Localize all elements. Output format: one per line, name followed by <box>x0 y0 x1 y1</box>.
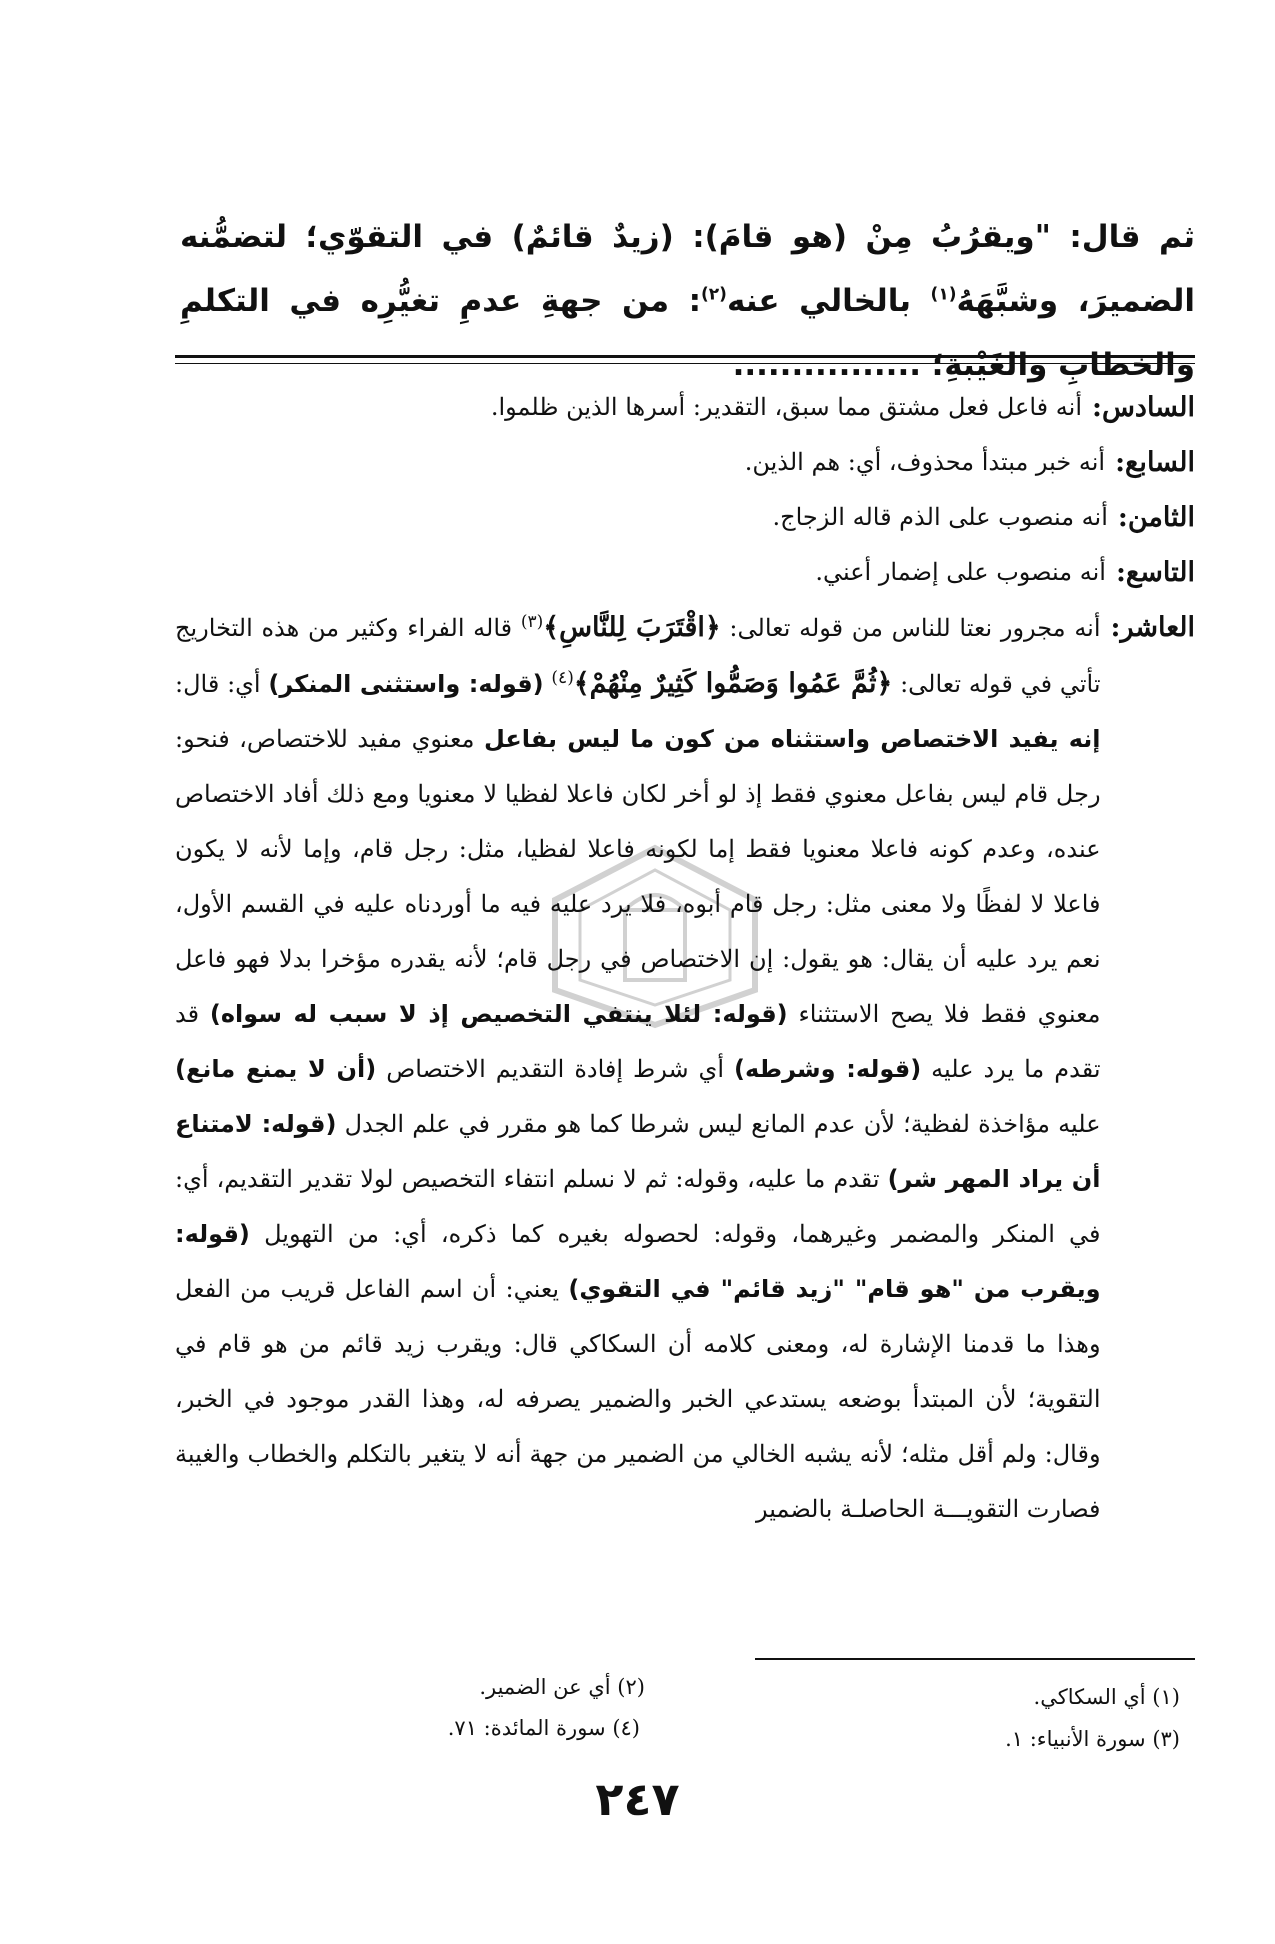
footnote-3: (٣) سورة الأنبياء: ١. <box>1005 1727 1180 1751</box>
footnote-4: (٤) سورة المائدة: ٧١. <box>447 1716 640 1740</box>
footnote-separator <box>755 1658 1195 1660</box>
item-text: أنه خبر مبتدأ محذوف، أي: هم الذين. <box>744 448 1106 476</box>
matn-continuation-dots: ................ <box>732 347 921 383</box>
quran-quote-1: ﴿اقْتَرَبَ لِلنَّاسِ﴾ <box>543 612 721 643</box>
list-item <box>175 545 1195 600</box>
footnote-2: (٢) أي عن الضمير. <box>479 1675 645 1699</box>
footnote-ref-2: (٢) <box>700 284 727 305</box>
footnote-ref-3: (٣) <box>520 612 544 632</box>
footnote-ref-4: (٤) <box>551 668 574 688</box>
quran-quote-2: ﴿ثُمَّ عَمُوا وَصَمُّوا كَثِيرٌ مِنْهُمْ﴾ <box>573 668 893 699</box>
item-label: العاشر: <box>1110 612 1195 643</box>
item-label: الثامن: <box>1117 502 1195 533</box>
qawluhu-heading: (قوله: واستثنى المنكر) <box>268 670 544 698</box>
item-text: أنه منصوب على إضمار أعني. <box>815 558 1106 586</box>
paragraph-text: أي شرط إفادة التقديم الاختصاص <box>386 1055 724 1083</box>
page-number: ٢٤٧ <box>595 1772 680 1826</box>
item-label: السابع: <box>1115 447 1195 478</box>
paragraph-text: أي: قال: <box>175 670 261 698</box>
qawluhu-heading: (قوله: ويقرب من "هو قام" "زيد قائم" في التقوي) <box>175 1220 1101 1303</box>
commentary-text <box>175 380 1195 1537</box>
item-label: التاسع: <box>1115 557 1195 588</box>
list-item <box>175 435 1195 490</box>
tenth-text-2: قاله الفراء وكثير من هذه التخاريج تأتي في قوله تعالى: <box>175 614 1101 698</box>
matn-line-2-start: بالخالي عنه <box>726 283 911 319</box>
matn-line-2-end: : من جهةِ عدمِ تغيُّرِه في التكلمِ والخطابِ والغَيْبةِ؛ <box>180 283 1195 383</box>
item-text: أنه فاعل فعل مشتق مما سبق، التقدير: أسرها الذين ظلموا. <box>490 393 1082 421</box>
separator-rule-thin <box>175 363 1195 364</box>
item-text <box>175 600 1101 1537</box>
list-item-tenth <box>175 600 1195 1537</box>
matn-line-1: ثم قال: "ويقرُبُ مِنْ (هو قامَ): (زيدٌ قائمٌ) في التقوّي؛ لتضمُّنه الضميرَ، وشبَّهَهُ <box>180 219 1195 319</box>
list-item <box>175 380 1195 435</box>
footnote-1: (١) أي السكاكي. <box>1033 1685 1180 1709</box>
bold-phrase: إنه يفيد الاختصاص واستثناه من كون ما ليس بفاعل <box>483 725 1101 753</box>
paragraph-text: قد تقدم ما يرد عليه <box>175 1000 1101 1083</box>
qawluhu-heading: (قوله: وشرطه) <box>733 1055 922 1083</box>
footnote-ref-1: (١) <box>930 284 957 305</box>
paragraph-text: معنوي مفيد للاختصاص، فنحو: رجل قام ليس بفاعل معنوي فقط إذ لو أخر لكان فاعلا لفظيا لا معنويا ومع ذلك أفاد الاختصاص عنده، وعدم كونه فاعلا معنويا فقط إما لكونه فاعلا لفظيا، مثل: رجل قام، وإما لأنه لا يكون فاعلا لا لفظًا ولا معنى مثل: رجل قام أبوه، فلا يرد عليه فيه ما أوردناه عليه في القسم الأول، نعم يرد عليه أن يقال: هو يقول: إن الاختصاص في رجل قام؛ لأنه يقدره مؤخرا بدلا فهو فاعل معنوي فقط فلا يصح الاستثناء <box>175 725 1101 1028</box>
qawluhu-heading: (قوله: لئلا ينتفي التخصيص إذ لا سبب له سواه) <box>209 1000 788 1028</box>
qawluhu-heading: (قوله: لامتناع أن يراد المهر شر) <box>175 1110 1101 1193</box>
matn-text <box>180 205 1195 397</box>
paragraph-text: تقدم ما عليه، وقوله: ثم لا نسلم انتفاء التخصيص لولا تقدير التقديم، أي: في المنكر والمضمر وغيرهما، وقوله: لحصوله بغيره كما ذكره، أي: من التهويل <box>175 1165 1101 1248</box>
item-label: السادس: <box>1092 392 1195 423</box>
item-text: أنه منصوب على الذم قاله الزجاج. <box>772 503 1108 531</box>
paragraph-text: عليه مؤاخذة لفظية؛ لأن عدم المانع ليس شرطا كما هو مقرر في علم الجدل <box>344 1110 1101 1138</box>
separator-rule-thick <box>175 355 1195 358</box>
tenth-text-1: أنه مجرور نعتا للناس من قوله تعالى: <box>729 614 1101 642</box>
paragraph-text: يعني: أن اسم الفاعل قريب من الفعل وهذا ما قدمنا الإشارة له، ومعنى كلامه أن السكاكي قال: ويقرب زيد قائم من هو قام في التقوية؛ لأن المبتدأ بوضعه يستدعي الخبر والضمير يصرفه له، وهذا القدر موجود في الخبر، وقال: ولم أقل مثله؛ لأنه يشبه الخالي من الضمير من جهة أنه لا يتغير بالتكلم والخطاب والغيبة فصارت التقويـــة الحاصلـة بالضمير <box>175 1275 1101 1523</box>
bold-phrase: (أن لا يمنع مانع) <box>175 1055 377 1083</box>
list-item <box>175 490 1195 545</box>
